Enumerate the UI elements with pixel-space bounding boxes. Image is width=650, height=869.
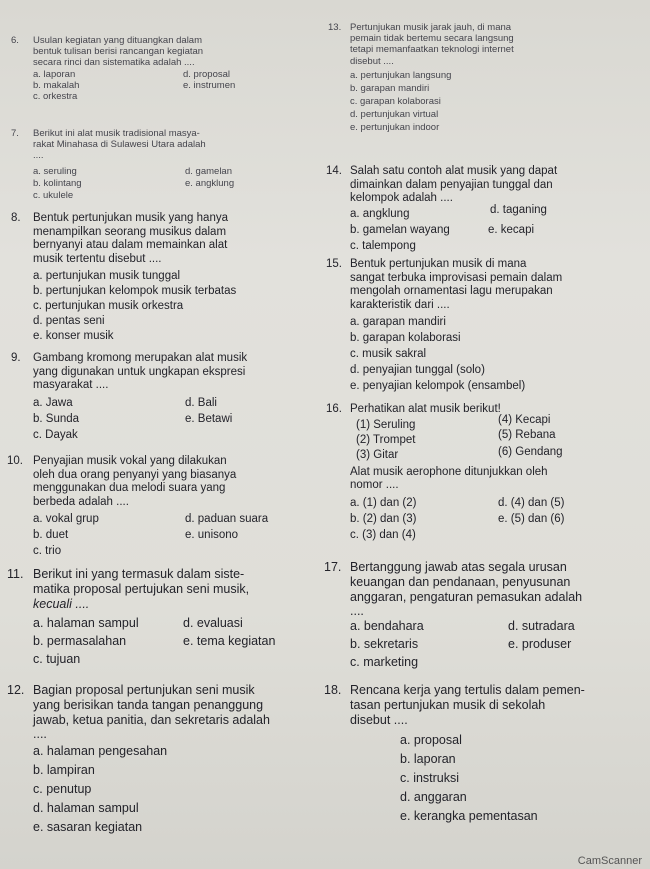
option-c: c. trio bbox=[33, 545, 62, 558]
question-7 bbox=[11, 128, 333, 202]
option-b: b. Sunda bbox=[33, 412, 80, 425]
option-c: c. talempong bbox=[350, 239, 416, 252]
question-number: 11. bbox=[7, 567, 24, 581]
question-number: 14. bbox=[326, 165, 342, 177]
option-c: c. pertunjukan musik orkestra bbox=[33, 300, 184, 313]
option-b: b. garapan mandiri bbox=[350, 82, 430, 94]
instrument-item: (6) Gendang bbox=[498, 445, 563, 458]
question-stem-line: menggunakan dua melodi suara yang bbox=[33, 482, 226, 495]
option-d: d. proposal bbox=[183, 68, 231, 80]
question-12 bbox=[7, 683, 333, 839]
question-stem-line: Perhatikan alat musik berikut! bbox=[350, 403, 501, 415]
question-8 bbox=[11, 212, 333, 343]
option-e: e. kecapi bbox=[488, 223, 535, 236]
option-b: b. (2) dan (3) bbox=[350, 512, 417, 525]
option-e: e. angklung bbox=[185, 177, 235, 189]
option-e: e. pertunjukan indoor bbox=[350, 121, 440, 133]
option-a: a. bendahara bbox=[350, 619, 424, 633]
option-d: d. (4) dan (5) bbox=[498, 496, 565, 509]
question-stem-line: yang berisikan tanda tangan penanggung bbox=[33, 697, 264, 712]
option-b: b. duet bbox=[33, 529, 69, 542]
option-e: e. konser musik bbox=[33, 330, 114, 343]
option-a: a. proposal bbox=[400, 733, 462, 748]
option-d: d. gamelan bbox=[185, 165, 233, 177]
question-stem-line: musik tertentu disebut .... bbox=[33, 252, 162, 265]
option-e: e. unisono bbox=[185, 529, 239, 542]
instrument-item: (3) Gitar bbox=[356, 448, 399, 461]
option-b: b. garapan kolaborasi bbox=[350, 332, 461, 345]
option-c: c. instruksi bbox=[400, 771, 460, 786]
question-stem-line: Penyajian musik vokal yang dilakukan bbox=[33, 455, 227, 467]
question-15 bbox=[326, 258, 648, 396]
question-stem-line: nomor .... bbox=[350, 479, 399, 492]
question-stem-line: berbeda adalah .... bbox=[33, 495, 129, 508]
question-number: 13. bbox=[328, 22, 342, 33]
question-stem-line: mengolah ornamentasi lagu merupakan bbox=[350, 285, 553, 298]
option-e: e. (5) dan (6) bbox=[498, 512, 565, 525]
question-stem-line: .... bbox=[33, 150, 44, 162]
option-a: a. pertunjukan musik tunggal bbox=[33, 270, 181, 283]
option-b: b. gamelan wayang bbox=[350, 223, 450, 236]
option-e: e. produser bbox=[508, 637, 572, 651]
question-6 bbox=[11, 35, 333, 103]
scanner-watermark: CamScanner bbox=[577, 855, 642, 867]
option-a: a. angklung bbox=[350, 207, 410, 220]
question-number: 8. bbox=[11, 212, 21, 224]
question-stem-line: kecuali .... bbox=[33, 596, 90, 611]
question-stem-line: kelompok adalah .... bbox=[350, 192, 453, 205]
option-e: e. instrumen bbox=[183, 79, 236, 91]
question-stem-line: disebut .... bbox=[350, 55, 394, 67]
question-number: 17. bbox=[324, 560, 342, 574]
question-13 bbox=[328, 22, 648, 136]
question-stem-line: Berikut ini yang termasuk dalam siste- bbox=[33, 567, 245, 581]
option-c: c. orkestra bbox=[33, 90, 78, 102]
option-a: a. halaman sampul bbox=[33, 616, 139, 631]
option-a: a. seruling bbox=[33, 165, 77, 177]
question-10 bbox=[7, 455, 333, 561]
option-d: d. anggaran bbox=[400, 790, 467, 805]
question-stem-line: oleh dua orang penyanyi yang biasanya bbox=[33, 468, 237, 481]
option-e: e. Betawi bbox=[185, 412, 233, 425]
question-stem-line: bentuk tulisan berisi rancangan kegiatan bbox=[33, 46, 204, 58]
question-stem-line: Pertunjukan musik jarak jauh, di mana bbox=[350, 22, 512, 33]
option-c: c. ukulele bbox=[33, 189, 74, 201]
question-stem-line: dimainkan dalam penyajian tunggal dan bbox=[350, 178, 553, 191]
question-stem-line: Berikut ini alat musik tradisional masya- bbox=[33, 128, 200, 139]
option-a: a. Jawa bbox=[33, 396, 73, 409]
question-stem-line: Bertanggung jawab atas segala urusan bbox=[350, 560, 567, 574]
question-16 bbox=[326, 403, 648, 547]
question-stem-line: Bentuk pertunjukan musik yang hanya bbox=[33, 212, 228, 224]
question-stem-line: Alat musik aerophone ditunjukkan oleh bbox=[350, 465, 548, 478]
question-stem-line: Rencana kerja yang tertulis dalam pemen- bbox=[350, 683, 585, 697]
option-d: d. penyajian tunggal (solo) bbox=[350, 364, 485, 377]
option-d: d. halaman sampul bbox=[33, 801, 139, 815]
question-stem-line: Salah satu contoh alat musik yang dapat bbox=[350, 165, 558, 177]
option-d: d. Bali bbox=[185, 396, 217, 409]
option-a: a. pertunjukan langsung bbox=[350, 69, 452, 81]
option-a: a. (1) dan (2) bbox=[350, 496, 417, 509]
instrument-item: (4) Kecapi bbox=[498, 413, 551, 426]
option-d: d. evaluasi bbox=[183, 616, 243, 631]
option-d: d. pentas seni bbox=[33, 315, 105, 328]
question-number: 10. bbox=[7, 455, 23, 467]
question-stem-line: yang digunakan untuk ungkapan ekspresi bbox=[33, 365, 246, 378]
question-stem-line: secara rinci dan sistematika adalah .... bbox=[33, 57, 195, 69]
question-stem-line: masyarakat .... bbox=[33, 379, 109, 392]
option-b: b. permasalahan bbox=[33, 634, 127, 649]
question-14 bbox=[326, 165, 648, 256]
question-stem-line: matika proposal pertujukan seni musik, bbox=[33, 581, 250, 596]
question-stem-line: Bagian proposal pertunjukan seni musik bbox=[33, 683, 255, 697]
option-c: c. musik sakral bbox=[350, 348, 427, 361]
question-stem-line: .... bbox=[350, 604, 364, 619]
option-a: a. laporan bbox=[33, 68, 76, 80]
option-c: c. (3) dan (4) bbox=[350, 528, 416, 541]
question-number: 7. bbox=[11, 128, 19, 139]
option-c: c. penutup bbox=[33, 782, 92, 796]
question-number: 6. bbox=[11, 35, 19, 46]
option-b: b. pertunjukan kelompok musik terbatas bbox=[33, 285, 237, 298]
question-number: 12. bbox=[7, 683, 25, 697]
option-d: d. sutradara bbox=[508, 619, 575, 633]
option-c: c. Dayak bbox=[33, 428, 78, 441]
option-d: d. pertunjukan virtual bbox=[350, 108, 439, 120]
question-stem-line: Gambang kromong merupakan alat musik bbox=[33, 352, 248, 364]
question-stem-line: karakteristik dari .... bbox=[350, 298, 450, 311]
option-e: e. penyajian kelompok (ensambel) bbox=[350, 380, 526, 393]
question-stem-line: bernyanyi atau dalam memainkan alat bbox=[33, 239, 228, 252]
question-number: 9. bbox=[11, 352, 21, 364]
question-stem-line: tetapi memanfaatkan teknologi internet bbox=[350, 44, 514, 56]
instrument-list bbox=[350, 413, 648, 465]
option-b: b. laporan bbox=[400, 752, 456, 767]
question-stem-line: tasan pertunjukan musik di sekolah bbox=[350, 697, 546, 712]
question-number: 16. bbox=[326, 403, 342, 415]
instrument-item: (5) Rebana bbox=[498, 428, 556, 441]
question-stem-line: Bentuk pertunjukan musik di mana bbox=[350, 258, 527, 270]
instrument-item: (2) Trompet bbox=[356, 433, 416, 446]
option-c: c. tujuan bbox=[33, 652, 81, 667]
option-b: b. kolintang bbox=[33, 177, 82, 189]
question-stem-line: sangat terbuka improvisasi pemain dalam bbox=[350, 271, 563, 284]
option-b: b. lampiran bbox=[33, 763, 95, 777]
question-stem-line: rakat Minahasa di Sulawesi Utara adalah bbox=[33, 139, 206, 151]
question-stem-line: .... bbox=[33, 727, 47, 742]
question-number: 18. bbox=[324, 683, 342, 697]
option-a: a. vokal grup bbox=[33, 513, 99, 526]
instrument-item: (1) Seruling bbox=[356, 418, 416, 431]
question-stem-line: anggaran, pengaturan pemasukan adalah bbox=[350, 589, 583, 604]
option-a: a. garapan mandiri bbox=[350, 316, 446, 329]
option-c: c. marketing bbox=[350, 655, 419, 669]
question-number: 15. bbox=[326, 258, 342, 270]
option-d: d. paduan suara bbox=[185, 513, 269, 526]
question-stem-line: Usulan kegiatan yang dituangkan dalam bbox=[33, 35, 203, 46]
option-e: e. sasaran kegiatan bbox=[33, 820, 143, 834]
question-stem-line: menampilkan seorang musikus dalam bbox=[33, 225, 227, 238]
question-stem-line: jawab, ketua panitia, dan sekretaris adalah bbox=[33, 712, 270, 727]
option-e: e. tema kegiatan bbox=[183, 634, 276, 649]
option-c: c. garapan kolaborasi bbox=[350, 95, 441, 107]
option-b: b. sekretaris bbox=[350, 637, 419, 651]
option-b: b. makalah bbox=[33, 79, 80, 91]
question-9 bbox=[11, 352, 333, 445]
question-stem-line: disebut .... bbox=[350, 712, 408, 727]
question-stem-line: pemain tidak bertemu secara langsung bbox=[350, 33, 514, 45]
option-a: a. halaman pengesahan bbox=[33, 744, 168, 758]
question-11 bbox=[7, 567, 333, 670]
question-17 bbox=[324, 560, 648, 671]
question-18 bbox=[324, 683, 648, 833]
option-d: d. taganing bbox=[490, 203, 547, 216]
option-e: e. kerangka pementasan bbox=[400, 809, 538, 824]
question-stem-line: keuangan dan pendanaan, penyusunan bbox=[350, 574, 571, 589]
